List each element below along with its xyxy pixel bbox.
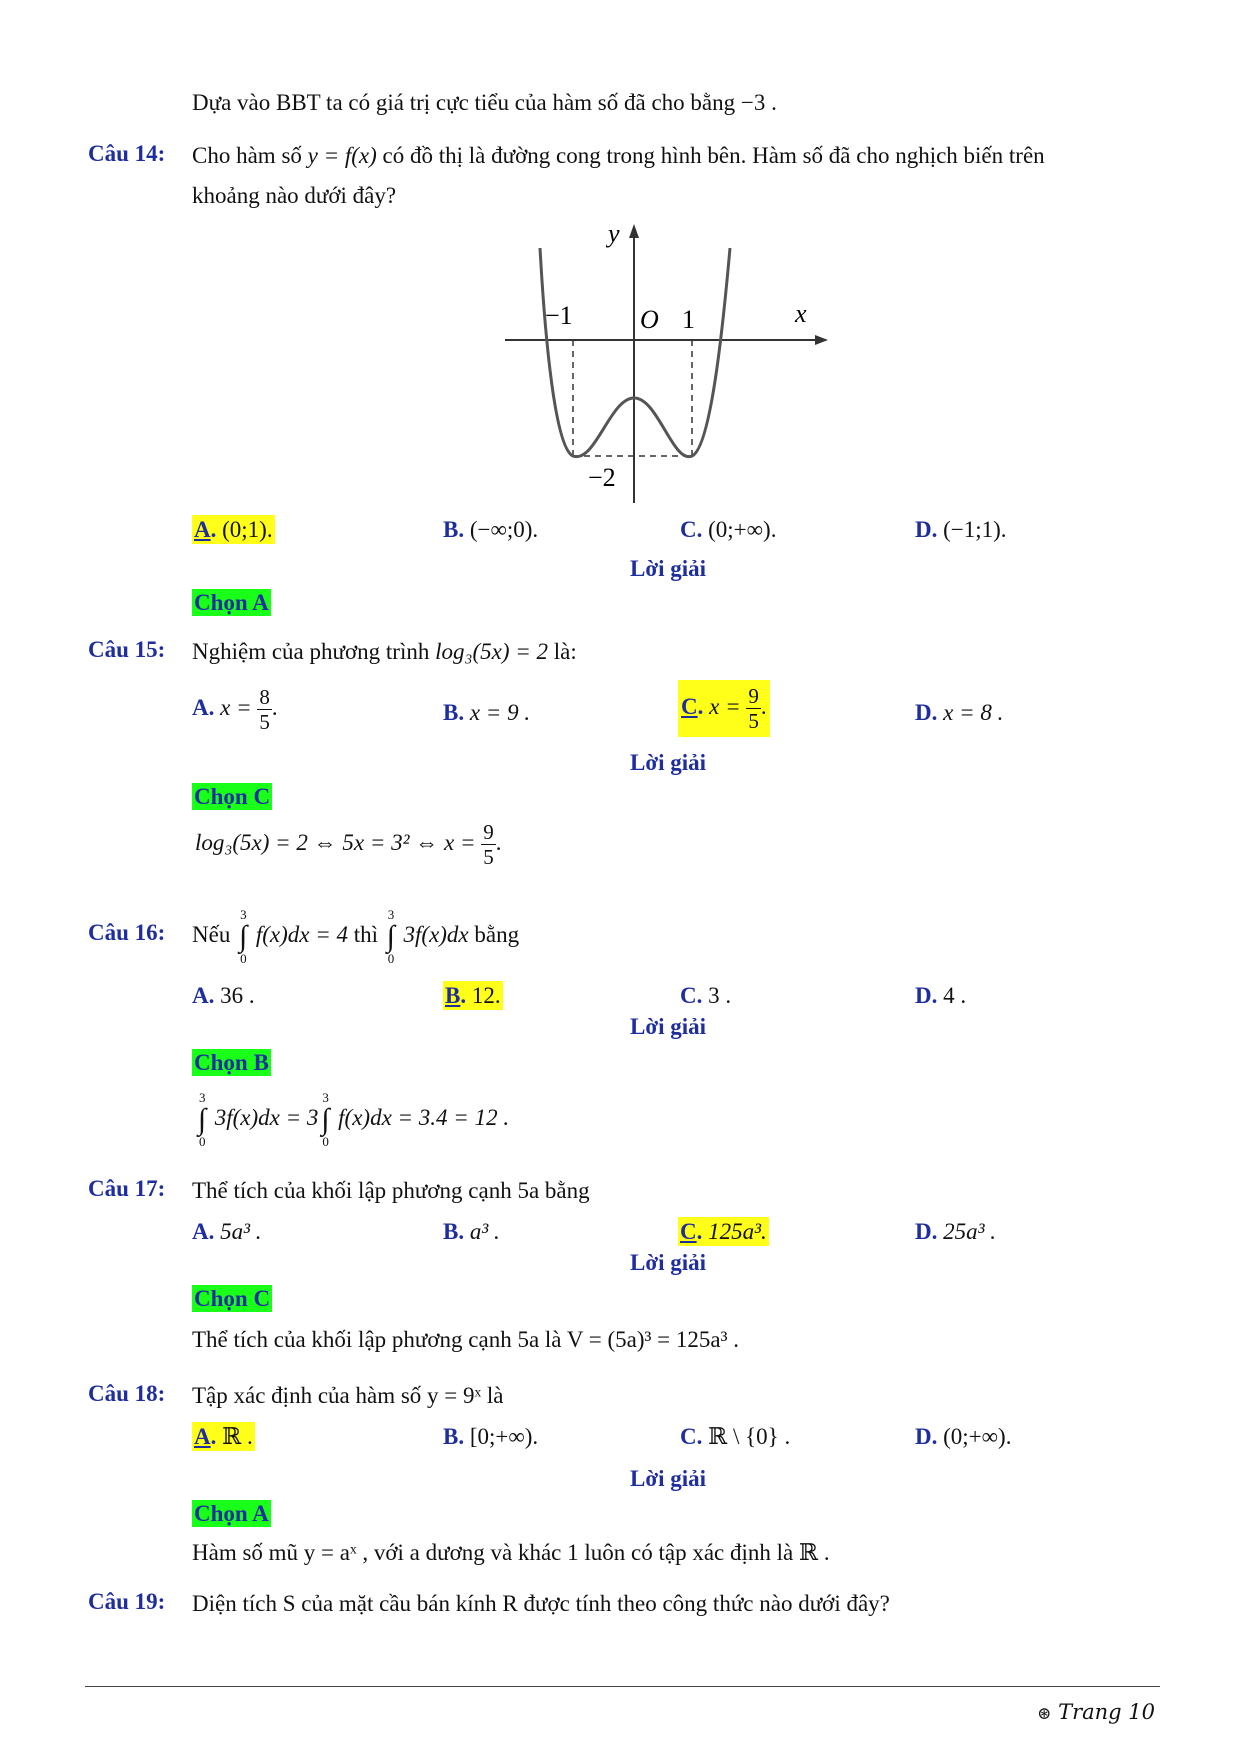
q15-option-a-fraction: $\frac{8}{5}$ — [259, 685, 270, 734]
q14-option-a[interactable]: A. (0;1). — [194, 517, 273, 542]
q15-work-fraction: $\frac{9}{5}$ — [483, 820, 494, 869]
y-axis-label: y — [608, 219, 620, 248]
q18-solution-title: Lời giải — [630, 1466, 706, 1491]
q14-label: Câu 14: — [88, 141, 166, 166]
intro-line: Dựa vào BBT ta có giá trị cực tiểu của hàm số đã cho bằng −3 . — [192, 90, 777, 115]
q15-question: Nghiệm của phương trình log₃(5x) = 2 là: — [192, 639, 577, 664]
q17-option-d[interactable]: D. 25a³ . — [915, 1219, 997, 1244]
integral-sign-2: ∫ 3 0 — [386, 906, 395, 966]
q15-option-b[interactable]: B. x = 9 . — [443, 700, 531, 725]
q15-option-c[interactable]: C. x = $\frac{9}{5}$ . — [678, 680, 770, 737]
q16-work: ∫ 3 0 3f(x)dx = 3∫ 3 0 f(x)dx = 3.4 = 12 . — [195, 1103, 509, 1135]
integral-sign-1: ∫ 3 0 — [238, 906, 248, 966]
q18-option-b[interactable]: B. [0;+∞). — [443, 1424, 539, 1449]
q16-option-d[interactable]: D. 4 . — [915, 983, 967, 1008]
q15-equation: log₃(5x) = 2 — [435, 639, 549, 664]
q15-option-d[interactable]: D. x = 8 . — [915, 700, 1004, 725]
footer-divider — [85, 1686, 1160, 1687]
q18-option-d[interactable]: D. (0;+∞). — [915, 1424, 1012, 1449]
q16-option-c[interactable]: C. 3 . — [680, 983, 732, 1008]
q15-work: log₃(5x) = 2 ⇔ 5x = 3² ⇔ x = $\frac{9}{5}$ . — [195, 820, 502, 869]
q17-work: Thể tích của khối lập phương cạnh 5a là V = (5a)³ = 125a³ . — [192, 1327, 740, 1352]
q16-option-b[interactable]: B. 12. — [445, 983, 501, 1008]
q18-question: Tập xác định của hàm số y = 9ˣ là — [192, 1383, 504, 1408]
q19-question: Diện tích S của mặt cầu bán kính R được tính theo công thức nào dưới đây? — [192, 1591, 890, 1616]
q14-option-d[interactable]: D. (−1;1). — [915, 517, 1007, 542]
footer-emblem-icon: ⊛ — [1037, 1704, 1052, 1724]
q14-graph — [500, 218, 830, 508]
q17-chosen-badge: Chọn C — [194, 1286, 271, 1311]
x-axis-label: x — [795, 299, 807, 328]
q16-label: Câu 16: — [88, 920, 166, 945]
q14-chosen-badge: Chọn A — [194, 590, 269, 615]
integral-sign-3: ∫ 3 0 — [197, 1089, 207, 1149]
x-axis-arrow — [815, 335, 828, 345]
q17-label: Câu 17: — [88, 1176, 166, 1201]
tick-label-1: 1 — [682, 305, 695, 334]
tick-label-neg1: −1 — [545, 301, 573, 330]
q14-text-2: có đồ thị là đường cong trong hình bên. Hàm số đã cho nghịch biến trên — [382, 143, 1045, 168]
tick-label-neg2: −2 — [588, 463, 616, 492]
q14-solution-title: Lời giải — [630, 556, 706, 581]
q15-solution-title: Lời giải — [630, 750, 706, 775]
footer-page-number: Trang 10 — [1058, 1700, 1155, 1724]
q18-chosen-badge: Chọn A — [194, 1501, 269, 1526]
q15-label: Câu 15: — [88, 637, 166, 662]
q17-option-c[interactable]: C. 125a³. — [680, 1219, 767, 1244]
origin-label: O — [640, 305, 659, 334]
q15-chosen-badge: Chọn C — [194, 784, 271, 809]
q18-option-c[interactable]: C. ℝ \ {0} . — [680, 1424, 791, 1449]
q18-option-a[interactable]: A. ℝ . — [194, 1424, 253, 1449]
integral-sign-4: ∫ 3 0 — [321, 1089, 330, 1149]
q17-question: Thể tích của khối lập phương cạnh 5a bằng — [192, 1178, 590, 1203]
q16-chosen-badge: Chọn B — [194, 1050, 269, 1075]
y-axis-arrow — [629, 224, 639, 238]
page-footer — [1037, 1700, 1155, 1724]
q15-option-c-fraction: $\frac{9}{5}$ — [748, 684, 759, 733]
q15-option-a[interactable]: A. x = $\frac{8}{5}$ . — [192, 685, 278, 734]
q14-question-cont: khoảng nào dưới đây? — [192, 183, 397, 208]
q17-option-a[interactable]: A. 5a³ . — [192, 1219, 262, 1244]
q14-option-c[interactable]: C. (0;+∞). — [680, 517, 777, 542]
q16-solution-title: Lời giải — [630, 1014, 706, 1039]
q14-option-b[interactable]: B. (−∞;0). — [443, 517, 539, 542]
q17-option-b[interactable]: B. a³ . — [443, 1219, 500, 1244]
q14-func: y = f(x) — [307, 143, 377, 168]
q16-question: Nếu ∫ 3 0 f(x)dx = 4 thì ∫ 3 0 3f(x)dx bằng — [192, 906, 520, 966]
q18-label: Câu 18: — [88, 1381, 166, 1406]
q14-question — [192, 141, 1045, 171]
q18-work: Hàm số mũ y = aˣ , với a dương và khác 1 luôn có tập xác định là ℝ . — [192, 1540, 830, 1565]
q16-option-a[interactable]: A. 36 . — [192, 983, 255, 1008]
q14-text-1: Cho hàm số — [192, 143, 302, 168]
q17-solution-title: Lời giải — [630, 1250, 706, 1275]
q19-label: Câu 19: — [88, 1589, 166, 1614]
